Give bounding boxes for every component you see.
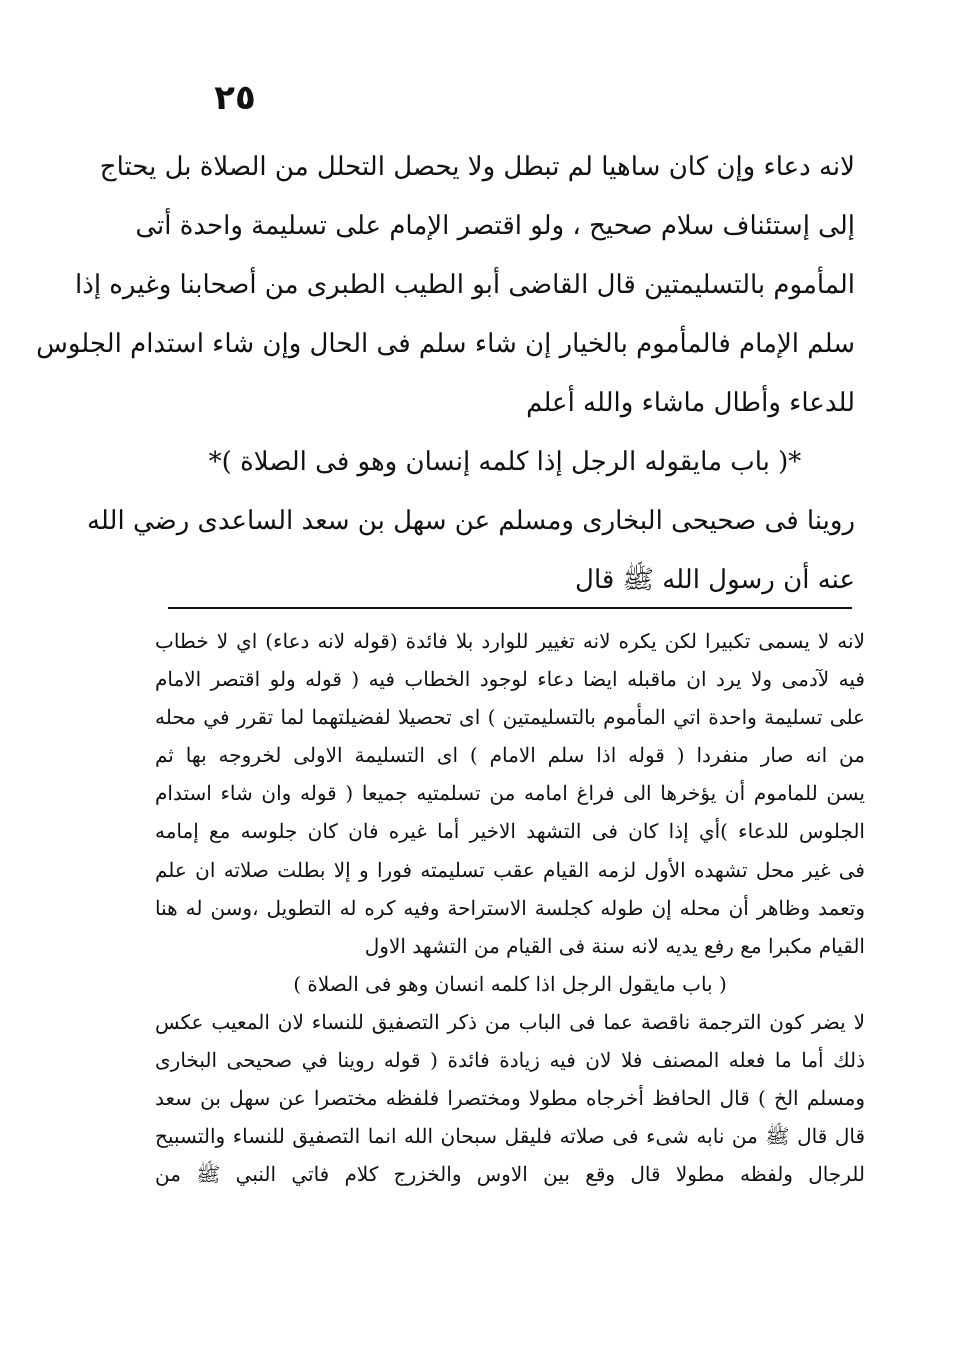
main-text-line: المأموم بالتسليمتين قال القاضى أبو الطيب الطبرى من أصحابنا وغيره إذا [75,270,855,300]
commentary-chapter-heading: ( باب مايقول الرجل اذا كلمه انسان وهو فى الصلاة ) [293,971,727,996]
main-text-line: روينا فى صحيحى البخارى ومسلم عن سهل بن سعد الساعدى رضي الله [86,506,855,536]
main-text-line: للدعاء وأطال ماشاء والله أعلم [526,388,855,418]
page-number: ٢٥ [214,78,256,118]
commentary-line: ومسلم الخ ) قال الحافظ أخرجاه مطولا ومختصرا فلفظه مختصرا عن سهل بن سعد [155,1086,865,1111]
commentary-line: قال قال ﷺ من نابه شىء فى صلاته فليقل سبحان الله انما التصفيق للنساء والتسبيح [155,1124,865,1149]
footnote-divider [168,607,852,609]
commentary [155,622,865,1193]
main-text-line: لانه دعاء وإن كان ساهيا لم تبطل ولا يحصل التحلل من الصلاة بل يحتاج [99,152,855,182]
main-text [36,138,855,610]
chapter-heading: *( باب مايقوله الرجل إذا كلمه إنسان وهو فى الصلاة )* [208,447,802,477]
commentary-line: ذلك أما ما فعله المصنف فلا لان فيه زيادة فائدة ( قوله روينا في صحيحى البخارى [155,1048,865,1073]
commentary-line: وتعمد وظاهر أن محله إن طوله كجلسة الاستراحة وفيه كره له التطويل ،وسن له هنا [155,895,865,920]
commentary-line: من انه صار منفردا ( قوله اذا سلم الامام ) اى التسليمة الاولى لخروجه بها ثم [155,743,865,768]
main-text-line: سلم الإمام فالمأموم بالخيار إن شاء سلم فى الحال وإن شاء استدام الجلوس [36,329,855,359]
commentary-line: لانه لا يسمى تكبيرا لكن يكره لانه تغيير للوارد بلا فائدة (قوله لانه دعاء) اي لا خطاب [155,629,865,653]
commentary-line: على تسليمة واحدة اتي المأموم بالتسليمتين ) اى تحصيلا لفضيلتهما لما تقرر في محله [155,705,865,730]
commentary-line: فى غير محل تشهده الأول لزمه القيام عقب تسليمته فورا و إلا بطلت صلاته ان علم [155,857,865,882]
commentary-line: يسن للماموم أن يؤخرها الى فراغ امامه من تسلمتيه جميعا ( قوله وان شاء استدام [155,781,865,806]
main-text-line: عنه أن رسول الله ﷺ قال [575,565,855,595]
commentary-line: لا يضر كون الترجمة ناقصة عما فى الباب من ذكر التصفيق للنساء لان المعيب عكس [155,1009,865,1034]
commentary-line: فيه لآدمى ولا يرد ان ماقبله ايضا دعاء لوجود الخطاب فيه ( قوله ولو اقتصر الامام [155,667,865,692]
commentary-line: القيام مكبرا مع رفع يديه لانه سنة فى القيام من التشهد الاول [364,933,865,958]
commentary-line: للرجال ولفظه مطولا قال وقع بين الاوس والخزرج كلام فاتي النبي ﷺ من [155,1162,865,1187]
commentary-line: الجلوس للدعاء )أي إذا كان فى التشهد الاخير أما غيره فان كان جلوسه مع إمامه [155,819,865,844]
main-text-line: إلى إستئناف سلام صحيح ، ولو اقتصر الإمام على تسليمة واحدة أتى [135,211,855,241]
